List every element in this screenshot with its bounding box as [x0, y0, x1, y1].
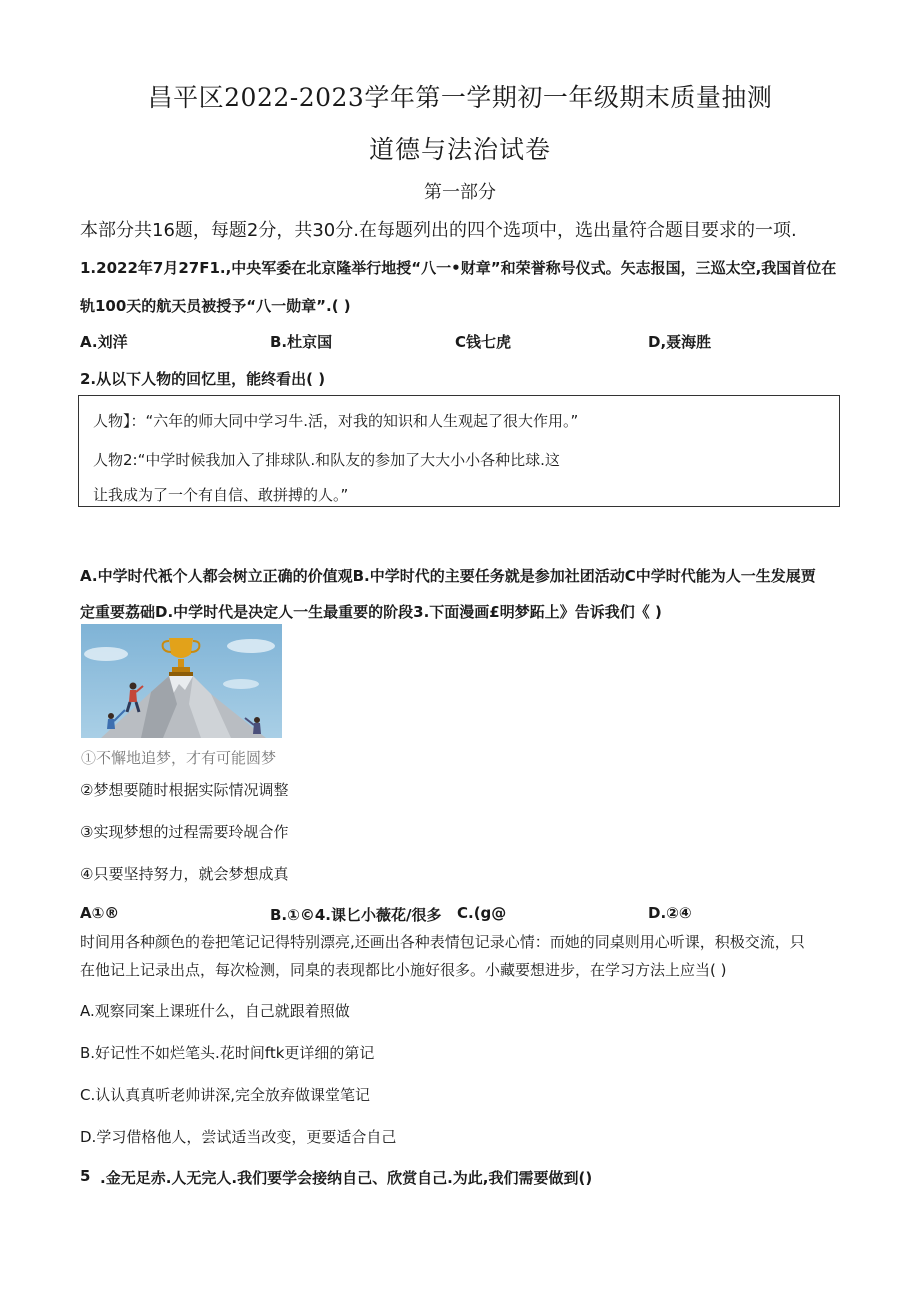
q1-line1: 1.2022年7月27F1.,中央军委在北京隆举行地授“八一•财章”和荣誉称号仪式。矢志报国，三巡太空,我国首位在: [80, 259, 837, 277]
q2-options-line2: 定重要荔础D.中学时代是决定人一生最重要的阶段3.下面漫画£明梦跖上》告诉我们《 ): [80, 603, 662, 621]
q5-stem: .金无足赤.人无完人.我们要学会接纳自己、欣赏自己.为此,我们需要做到(): [100, 1169, 593, 1187]
part-heading: 第一部分: [424, 182, 496, 203]
q3-option-d: D.②④: [648, 904, 692, 922]
q3-statement-3: ③实现梦想的过程需要玲觇合作: [80, 823, 289, 841]
q4-line2: 在他记上记录出点，每次检测，同臬的表现都比小施好很多。小藏要想进步，在学习方法上应当( ): [80, 961, 727, 979]
q3-option-c: C.(g@: [457, 904, 507, 922]
q2-quote-line2: 人物2:“中学时候我加入了排球队.和队友的参加了大大小小各种比球.这: [93, 451, 560, 469]
q1-option-d: D,聂海胜: [648, 333, 712, 351]
q2-quote-box: [78, 395, 840, 507]
q1-line2: 轨100天的航天员被授予“八一勋章”.( ): [80, 297, 351, 315]
q3-statement-2: ②梦想要随时根据实际情况调整: [80, 781, 289, 799]
q4-option-b: B.好记性不如烂笔头.花时间ftk更详细的第记: [80, 1044, 375, 1062]
exam-subtitle: 道德与法治试卷: [368, 135, 551, 164]
q1-option-c: C钱七虎: [455, 333, 512, 351]
q4-option-c: C.认认真真听老帅讲深,完全放弃做课堂笔记: [80, 1086, 371, 1104]
q1-option-b: B.杜京国: [270, 333, 333, 351]
q3-option-a: A①®: [80, 904, 120, 922]
q2-quote-line1: 人物】：“六年的师大同中学习牛.活，对我的知识和人生观起了很大作用。”: [93, 412, 579, 430]
q2-quote-line3: 让我成为了一个有自信、敢拼搏的人。”: [93, 486, 349, 504]
q3-statement-4: ④只要坚持努力，就会梦想成真: [80, 865, 289, 883]
q2-options-line1: A.中学时代衹个人都会树立正确的价值观B.中学时代的主要任务就是参加社团活动C中学时代能为人一生发展贾: [80, 567, 816, 585]
exam-title: 昌平区2022-2023学年第一学期初一年级期末质量抽测: [147, 83, 773, 112]
q2-stem: 2.从以下人物的回忆里，能终看出( ): [80, 370, 326, 388]
q4-option-d: D.学习借格他人，尝试适当改变，更要适合自己: [80, 1128, 397, 1146]
cartoon-caption: ①不懈地追梦，才有可能圆梦: [81, 749, 277, 767]
mountain-trophy-cartoon: [81, 624, 282, 738]
q1-option-a: A.刘洋: [80, 333, 128, 351]
part-instructions: 本部分共16题，每题2分，共30分.在每题列出的四个选项中，选出量符合题目要求的一项.: [80, 220, 797, 241]
q4-line1: 时间用各种颜色的卷把笔记记得特别漂亮,还画出各种表情包记录心情：而她的同桌则用心听课，积极交流，只: [80, 933, 805, 951]
q4-option-a: A.观察同案上课班什么，自己就跟着照做: [80, 1002, 350, 1020]
q3-option-b: B.①©4.课匕小薇花/很多: [270, 906, 442, 924]
q5-number: 5: [80, 1167, 91, 1185]
